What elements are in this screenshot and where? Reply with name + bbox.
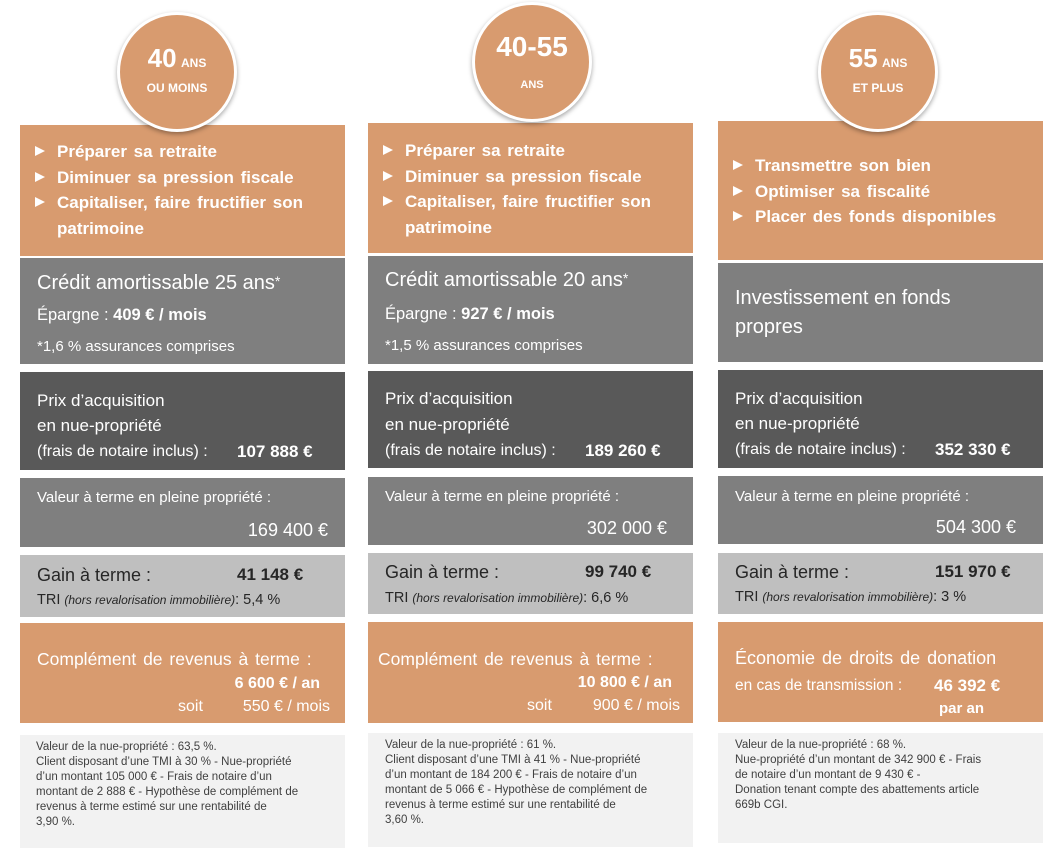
tri-line: TRI (hors revalorisation immobilière): 5,4 % <box>37 592 281 608</box>
financing-title: Crédit amortissable 25 ans* <box>37 272 281 294</box>
age-badge-40-or-less <box>117 12 237 132</box>
triangle-bullet-icon <box>733 186 743 196</box>
goal-item: Diminuer sa pression fiscale <box>405 164 690 190</box>
goal-item: Optimiser sa fiscalité <box>755 179 1040 205</box>
triangle-bullet-icon <box>733 211 743 221</box>
goals-box <box>718 121 1043 260</box>
future-value-box <box>20 478 345 547</box>
tri-note: (hors revalorisation immobilière) <box>412 591 584 605</box>
tri-line: TRI (hors revalorisation immobilière): 3 % <box>735 589 967 605</box>
acquisition-label: (frais de notaire inclus) : <box>735 441 906 458</box>
future-value-label: Valeur à terme en pleine propriété : <box>735 488 970 505</box>
acquisition-price-box <box>718 370 1043 468</box>
triangle-bullet-icon <box>35 197 45 207</box>
donation-title: Économie de droits de donation <box>735 648 997 668</box>
age-suffix: ANS <box>181 56 207 70</box>
acquisition-value: 107 888 € <box>237 442 313 461</box>
tri-value: 3 % <box>941 589 967 605</box>
acquisition-price-box <box>368 371 693 468</box>
acquisition-line2: en nue-propriété <box>37 416 162 435</box>
financing-box <box>20 258 345 364</box>
column-40-55 <box>368 0 693 859</box>
age-number: 40-55 <box>496 31 568 62</box>
future-value-amount: 169 400 € <box>247 520 328 540</box>
donation-label: en cas de transmission : <box>735 677 903 694</box>
tri-value: 5,4 % <box>243 592 281 608</box>
triangle-bullet-icon <box>383 196 393 206</box>
goal-item: Capitaliser, faire fructifier son patrimoine <box>405 189 690 240</box>
acquisition-value: 189 260 € <box>585 441 661 460</box>
acquisition-line1: Prix d’acquisition <box>37 391 165 410</box>
goal-item: Diminuer sa pression fiscale <box>57 165 342 191</box>
income-title: Complément de revenus à terme : <box>378 649 653 669</box>
future-value-label: Valeur à terme en pleine propriété : <box>37 489 272 506</box>
tri-label: TRI <box>735 589 759 605</box>
savings-value: 409 € / mois <box>113 306 207 324</box>
age-qualifier: ANS <box>520 79 544 91</box>
donation-savings-box <box>718 622 1043 722</box>
gain-value: 99 740 € <box>585 562 652 581</box>
goal-item: Transmettre son bien <box>755 153 1040 179</box>
financing-footnote: *1,5 % assurances comprises <box>385 337 583 354</box>
goal-item: Préparer sa retraite <box>405 138 690 164</box>
goals-list <box>57 139 342 241</box>
age-badge-55-and-more <box>818 12 938 132</box>
tri-note: (hors revalorisation immobilière) <box>762 590 934 604</box>
acquisition-label: (frais de notaire inclus) : <box>37 443 208 460</box>
gain-value: 151 970 € <box>935 562 1011 581</box>
income-box <box>368 622 693 723</box>
acquisition-line2: en nue-propriété <box>735 414 860 433</box>
goals-list <box>405 138 690 240</box>
gain-box <box>368 553 693 614</box>
goal-item: Placer des fonds disponibles <box>755 204 1040 230</box>
financing-footnote: *1,6 % assurances comprises <box>37 338 235 355</box>
acquisition-line1: Prix d’acquisition <box>385 389 513 408</box>
gain-label: Gain à terme : <box>37 565 152 585</box>
future-value-box <box>718 476 1043 544</box>
income-title: Complément de revenus à terme : <box>37 649 312 669</box>
triangle-bullet-icon <box>383 171 393 181</box>
income-soit: soit <box>178 698 203 715</box>
age-qualifier: ET PLUS <box>852 81 904 95</box>
donation-suffix: par an <box>939 700 985 717</box>
future-value-amount: 504 300 € <box>935 517 1016 537</box>
assumptions-note: Valeur de la nue-propriété : 68 %. Nue-propriété d’un montant de 342 900 € - Frais de notaire d’un montant de 9 430 € - Donation tenant compte des abattements article 669b CGI. <box>718 733 1043 843</box>
acquisition-value: 352 330 € <box>935 440 1011 459</box>
savings-line <box>385 303 555 325</box>
gain-box <box>718 553 1043 614</box>
age-badge-40-55 <box>472 2 592 122</box>
goal-item: Capitaliser, faire fructifier son patrimoine <box>57 190 342 241</box>
gain-label: Gain à terme : <box>735 562 850 582</box>
goal-item: Préparer sa retraite <box>57 139 342 165</box>
future-value-amount: 302 000 € <box>586 518 667 538</box>
gain-value: 41 148 € <box>237 565 304 584</box>
assumptions-note: Valeur de la nue-propriété : 61 %. Client disposant d’une TMI à 41 % - Nue-propriété d’un montant de 184 200 € - Frais de notaire d’un montant de 5 066 € - Hypothèse de complément de revenus à terme estimé sur une rentabilité de 3,60 %. <box>368 733 693 847</box>
triangle-bullet-icon <box>35 172 45 182</box>
acquisition-line2: en nue-propriété <box>385 415 510 434</box>
goals-box <box>20 125 345 256</box>
income-soit: soit <box>527 697 552 714</box>
age-number: 55 <box>848 43 878 73</box>
triangle-bullet-icon <box>35 146 45 156</box>
savings-line <box>37 304 207 326</box>
financing-title: Crédit amortissable 20 ans* <box>385 269 629 291</box>
acquisition-line1: Prix d’acquisition <box>735 389 863 408</box>
financing-box <box>718 263 1043 362</box>
income-monthly: 550 € / mois <box>242 698 330 715</box>
acquisition-label: (frais de notaire inclus) : <box>385 442 556 459</box>
future-value-label: Valeur à terme en pleine propriété : <box>385 488 620 505</box>
tri-label: TRI <box>385 590 409 606</box>
future-value-box <box>368 477 693 545</box>
acquisition-price-box <box>20 372 345 470</box>
financing-box <box>368 256 693 364</box>
income-annual: 10 800 € / an <box>577 674 672 691</box>
tri-line: TRI (hors revalorisation immobilière): 6,6 % <box>385 590 629 606</box>
savings-label: Épargne : <box>385 305 457 323</box>
age-suffix: ANS <box>882 56 908 70</box>
income-annual: 6 600 € / an <box>234 675 320 692</box>
savings-value: 927 € / mois <box>461 305 555 323</box>
tri-note: (hors revalorisation immobilière) <box>64 593 236 607</box>
income-monthly: 900 € / mois <box>592 697 680 714</box>
goals-box <box>368 123 693 253</box>
tri-label: TRI <box>37 592 61 608</box>
triangle-bullet-icon <box>383 145 393 155</box>
gain-label: Gain à terme : <box>385 562 500 582</box>
savings-label: Épargne : <box>37 306 109 324</box>
donation-value: 46 392 € <box>934 676 1001 695</box>
tri-value: 6,6 % <box>591 590 629 606</box>
financing-title-line2: propres <box>735 316 803 338</box>
triangle-bullet-icon <box>733 160 743 170</box>
gain-box <box>20 555 345 617</box>
age-qualifier: OU MOINS <box>146 81 208 95</box>
income-box <box>20 623 345 723</box>
goals-list <box>755 153 1040 230</box>
assumptions-note: Valeur de la nue-propriété : 63,5 %. Client disposant d’une TMI à 30 % - Nue-propriété d’un montant 105 000 € - Frais de notaire d’un montant de 2 888 € - Hypothèse de complément de revenus à terme estimé sur une rentabilité de 3,90 %. <box>20 735 345 848</box>
financing-title-line1: Investissement en fonds <box>735 287 951 309</box>
age-number: 40 <box>147 43 177 73</box>
